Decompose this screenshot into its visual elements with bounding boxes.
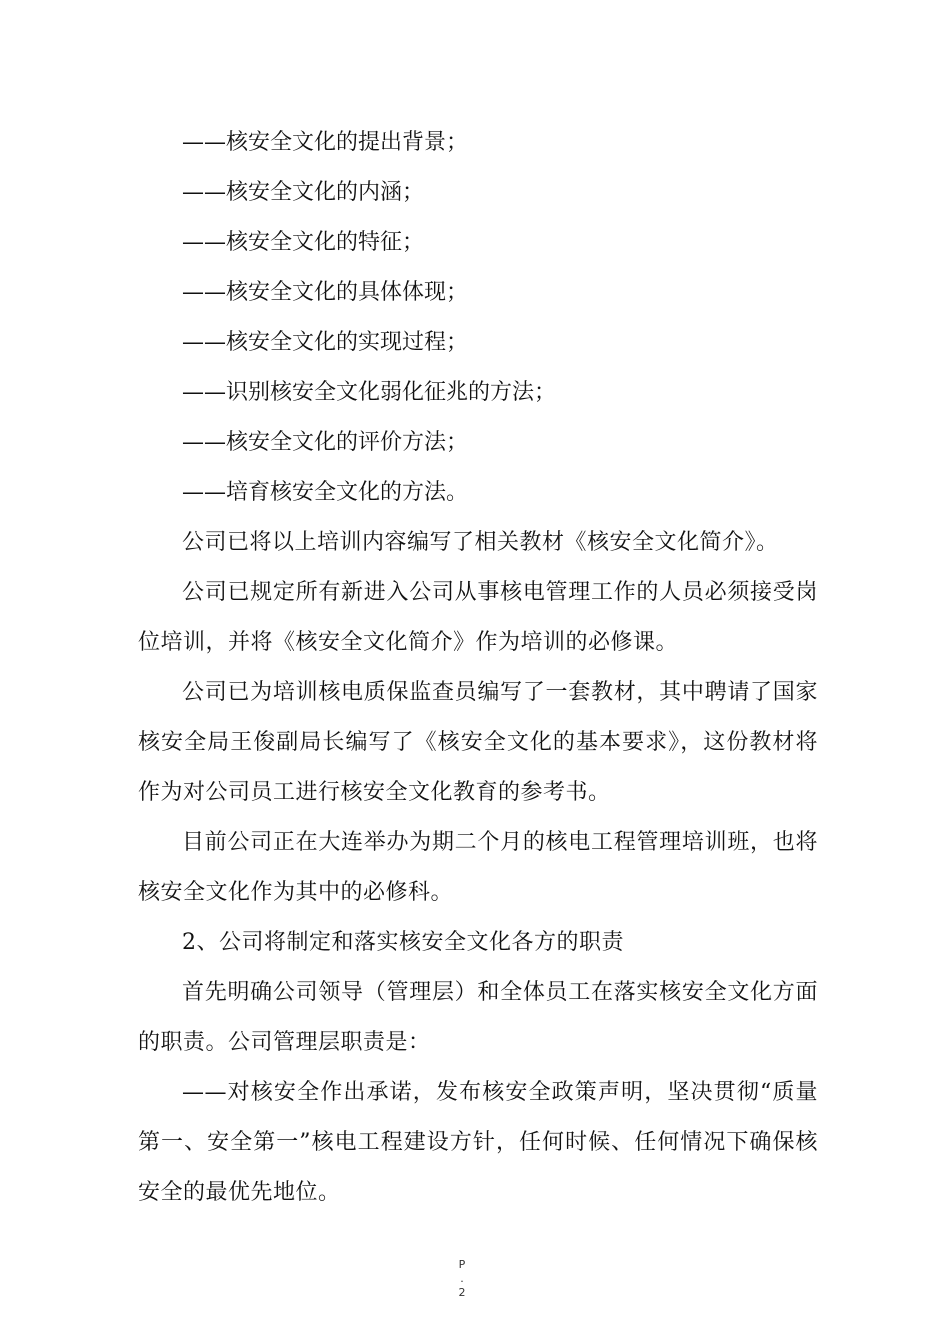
document-body: [138, 118, 818, 1218]
list-item: ——识别核安全文化弱化征兆的方法；: [182, 380, 557, 405]
paragraph: 公司已规定所有新进入公司从事核电管理工作的人员必须接受岗位培训，并将《核安全文化简介》作为培训的必修课。: [138, 580, 818, 655]
page-number: [452, 1258, 472, 1300]
list-item: ——核安全文化的具体体现；: [182, 280, 469, 305]
paragraph: ——对核安全作出承诺，发布核安全政策声明，坚决贯彻“质量第一、安全第一”核电工程建设方针，任何时候、任何情况下确保核安全的最优先地位。: [138, 1080, 818, 1205]
page-number-line: .: [460, 1272, 464, 1285]
paragraph: 目前公司正在大连举办为期二个月的核电工程管理培训班，也将核安全文化作为其中的必修科。: [138, 830, 818, 905]
list-item: ——核安全文化的实现过程；: [182, 330, 469, 355]
list-item: ——核安全文化的特征；: [182, 230, 425, 255]
section-heading: 2、公司将制定和落实核安全文化各方的职责: [182, 930, 624, 955]
paragraph: 公司已将以上培训内容编写了相关教材《核安全文化简介》。: [182, 530, 779, 555]
list-item: ——核安全文化的内涵；: [182, 180, 425, 205]
page-number-line: P: [458, 1258, 466, 1271]
page-number-line: 2: [458, 1286, 466, 1299]
list-item: ——核安全文化的评价方法；: [182, 430, 469, 455]
paragraph: 首先明确公司领导（管理层）和全体员工在落实核安全文化方面的职责。公司管理层职责是：: [138, 980, 818, 1055]
list-item: ——培育核安全文化的方法。: [182, 480, 469, 505]
paragraph: 公司已为培训核电质保监查员编写了一套教材，其中聘请了国家核安全局王俊副局长编写了《核安全文化的基本要求》，这份教材将作为对公司员工进行核安全文化教育的参考书。: [138, 680, 818, 805]
list-item: ——核安全文化的提出背景；: [182, 130, 469, 155]
